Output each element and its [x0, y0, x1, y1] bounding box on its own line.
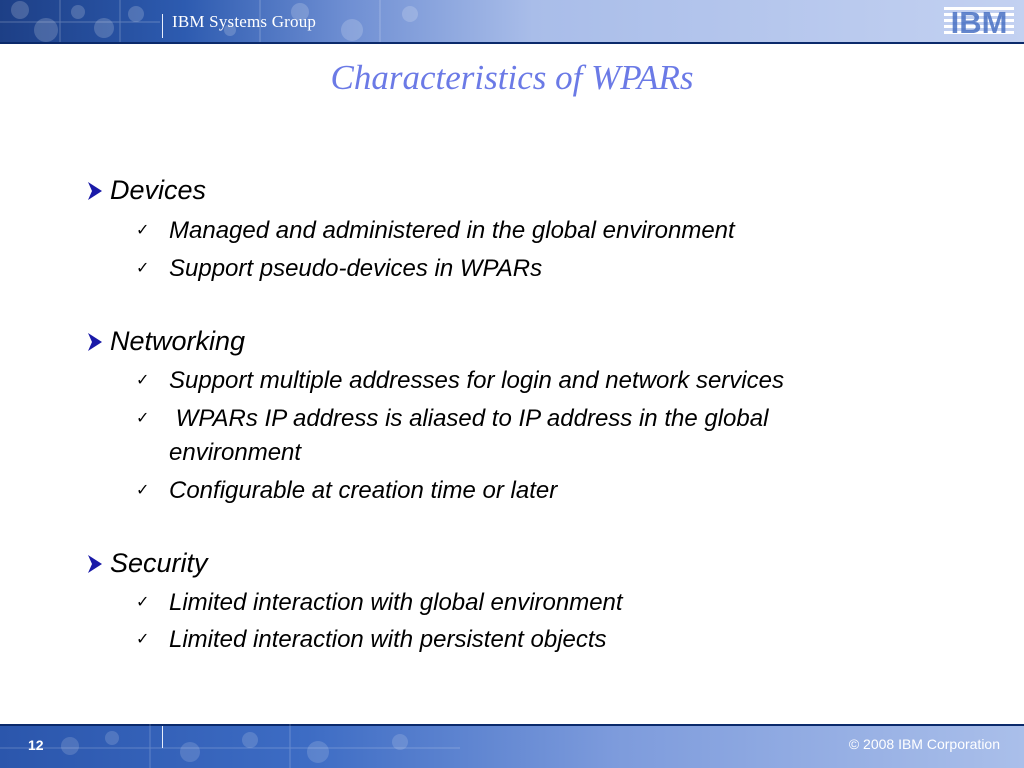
- section-devices: [86, 175, 206, 206]
- section-security: [86, 548, 208, 579]
- footer-pattern-graphic: [0, 724, 460, 768]
- checkmark-icon: ✓: [136, 594, 150, 611]
- checkmark-icon: ✓: [136, 482, 150, 499]
- list-item-text: Managed and administered in the global environment: [169, 217, 735, 244]
- list-item-text: Support multiple addresses for login and network services: [169, 367, 784, 394]
- list-item-text: Configurable at creation time or later: [169, 477, 558, 504]
- arrow-bullet-icon: [86, 332, 104, 352]
- list-item: [136, 623, 916, 657]
- list-item: [136, 586, 916, 620]
- copyright-text: © 2008 IBM Corporation: [848, 736, 1000, 752]
- list-item: [136, 214, 916, 248]
- list-item-text: Limited interaction with global environment: [169, 589, 623, 616]
- list-item: [136, 364, 916, 398]
- footer-separator: [162, 726, 163, 748]
- list-item: [136, 252, 916, 286]
- svg-text:IBM: IBM: [950, 5, 1008, 37]
- footer-bar: [0, 724, 1024, 768]
- checkmark-icon: ✓: [136, 410, 150, 427]
- header-divider-line: [0, 42, 1024, 44]
- list-item-text: WPARs IP address is aliased to IP address in the global environment: [169, 405, 776, 466]
- checkmark-icon: ✓: [136, 260, 150, 277]
- section-heading: Security: [110, 548, 208, 578]
- list-item: [136, 474, 916, 508]
- section-networking: [86, 326, 245, 357]
- list-item-text: Support pseudo-devices in WPARs: [169, 255, 543, 282]
- checkmark-icon: ✓: [136, 372, 150, 389]
- arrow-bullet-icon: [86, 181, 104, 201]
- checkmark-icon: ✓: [136, 631, 150, 648]
- list-item-text: Limited interaction with persistent objects: [169, 626, 607, 653]
- header-group-name: IBM Systems Group: [172, 12, 317, 31]
- header-bar: [0, 0, 1024, 44]
- page-number: 12: [28, 737, 44, 753]
- section-heading: Devices: [110, 175, 207, 205]
- checkmark-icon: ✓: [136, 222, 150, 239]
- header-separator: [162, 14, 163, 38]
- ibm-logo-icon: [944, 5, 1016, 37]
- list-item: [136, 402, 896, 470]
- section-heading: Networking: [110, 326, 246, 356]
- slide-title: Characteristics of WPARs: [330, 58, 694, 97]
- arrow-bullet-icon: [86, 554, 104, 574]
